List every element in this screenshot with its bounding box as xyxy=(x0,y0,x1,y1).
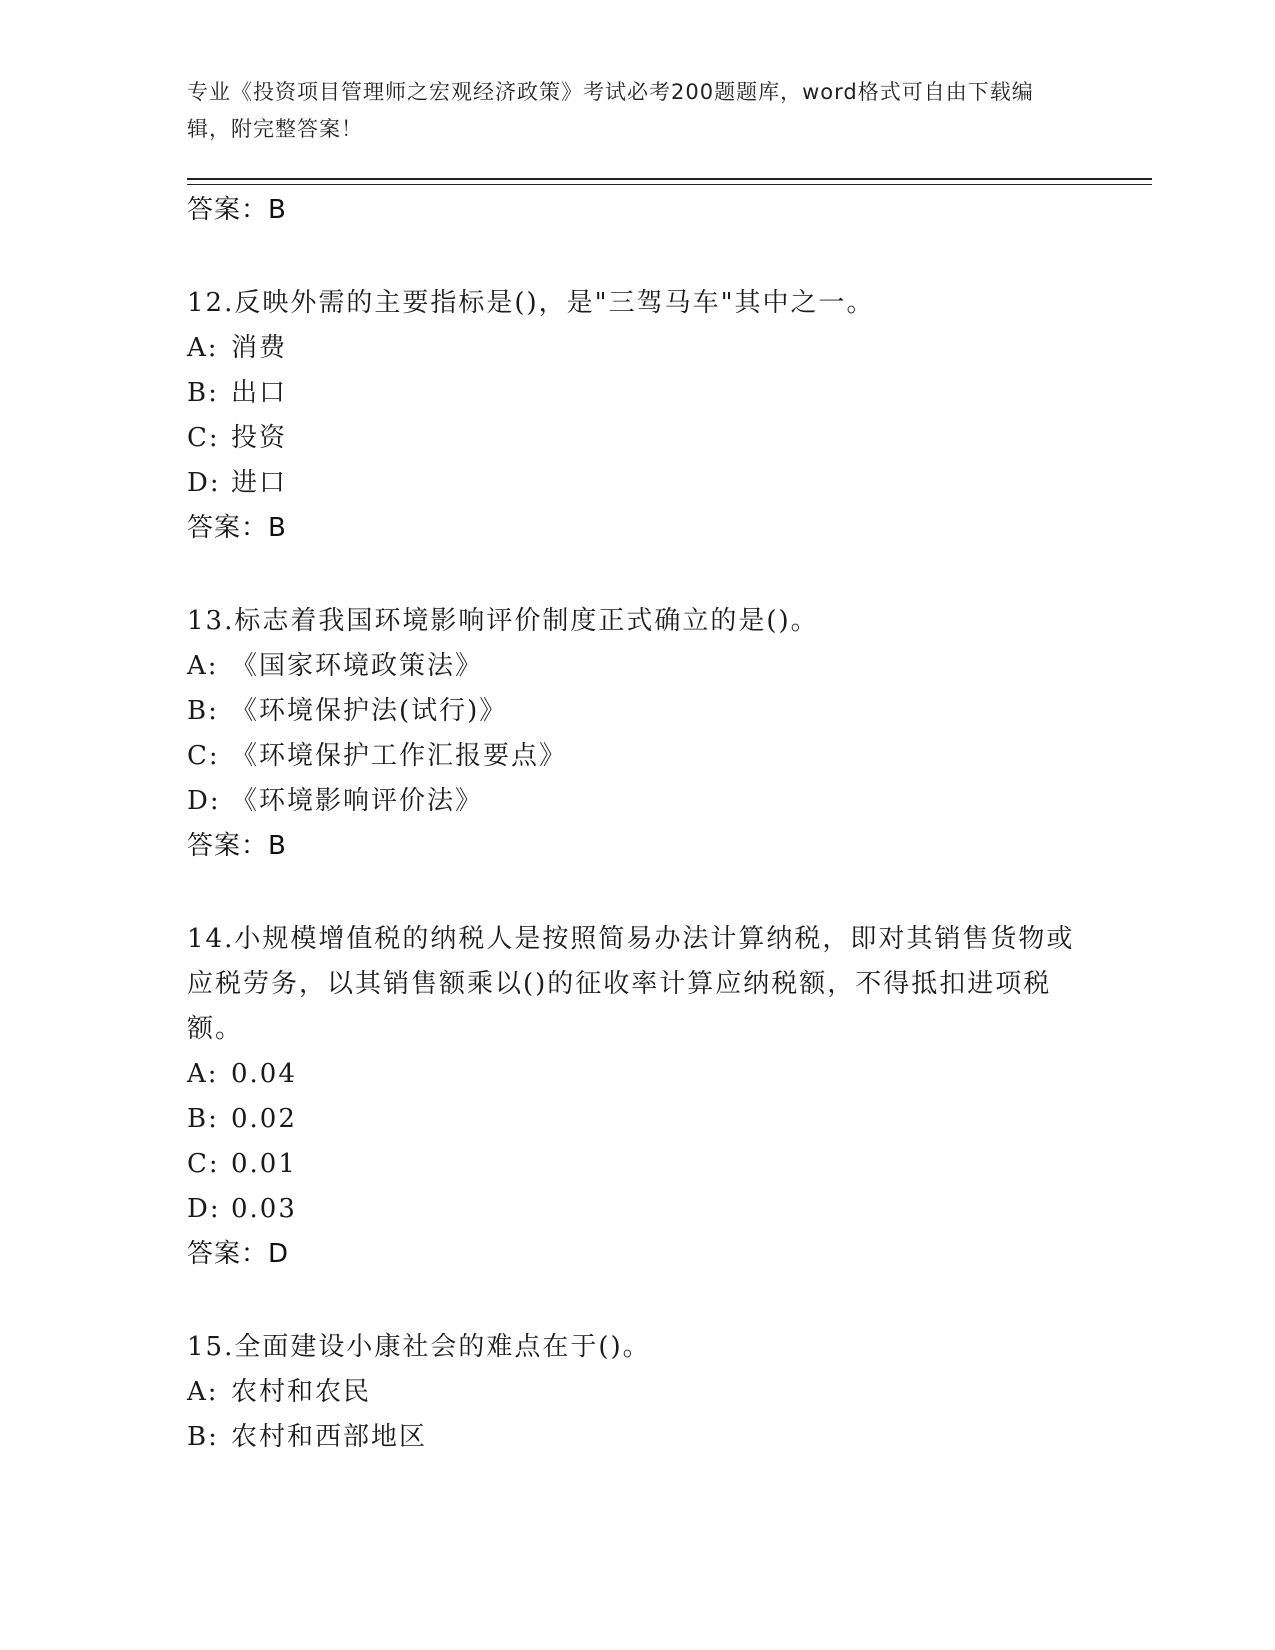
option-key: A: xyxy=(187,1059,219,1089)
option-text: 0.03 xyxy=(231,1194,297,1224)
page-header: 专业《投资项目管理师之宏观经济政策》考试必考200题题库，word格式可自由下载编辑，附完整答案！ xyxy=(187,80,1034,141)
option-d xyxy=(187,461,1087,506)
answer-line: 答案：B xyxy=(187,831,287,861)
option-text: 《国家环境政策法》 xyxy=(231,651,484,681)
question-block xyxy=(187,1325,1087,1460)
option-b xyxy=(187,371,1087,416)
option-text: 出口 xyxy=(231,378,288,408)
option-text: 0.02 xyxy=(231,1104,297,1134)
question-block xyxy=(187,917,1087,1277)
option-key: A: xyxy=(187,1377,219,1407)
option-d xyxy=(187,779,1087,824)
option-key: C: xyxy=(187,423,220,453)
option-text: 《环境保护法(试行)》 xyxy=(231,696,508,726)
option-b xyxy=(187,1415,1087,1460)
header-divider xyxy=(187,178,1152,180)
option-d xyxy=(187,1187,1087,1232)
answer-line: 答案：B xyxy=(187,513,287,543)
option-key: B: xyxy=(187,1422,219,1452)
option-a xyxy=(187,326,1087,371)
option-a xyxy=(187,644,1087,689)
option-key: C: xyxy=(187,1149,220,1179)
option-a xyxy=(187,1052,1087,1097)
option-b xyxy=(187,689,1087,734)
option-key: A: xyxy=(187,333,219,363)
option-key: D: xyxy=(187,786,221,816)
option-c xyxy=(187,1142,1087,1187)
option-text: 进口 xyxy=(231,468,288,498)
option-key: B: xyxy=(187,696,219,726)
option-b xyxy=(187,1097,1087,1142)
question-text: 14.小规模增值税的纳税人是按照简易办法计算纳税，即对其销售货物或应税劳务，以其销售额乘以()的征收率计算应纳税额，不得抵扣进项税额。 xyxy=(187,924,1075,1044)
option-key: C: xyxy=(187,741,220,771)
option-key: D: xyxy=(187,1194,221,1224)
option-text: 《环境保护工作汇报要点》 xyxy=(231,741,568,771)
question-block xyxy=(187,281,1087,551)
option-c xyxy=(187,416,1087,461)
question-text: 13.标志着我国环境影响评价制度正式确立的是()。 xyxy=(187,606,819,636)
option-key: A: xyxy=(187,651,219,681)
option-c xyxy=(187,734,1087,779)
question-list xyxy=(187,188,1087,1460)
option-text: 农村和西部地区 xyxy=(231,1422,428,1452)
option-key: B: xyxy=(187,378,219,408)
option-text: 投资 xyxy=(231,423,288,453)
question-text: 15.全面建设小康社会的难点在于()。 xyxy=(187,1332,651,1362)
option-text: 消费 xyxy=(231,333,288,363)
option-a xyxy=(187,1370,1087,1415)
option-key: B: xyxy=(187,1104,219,1134)
answer-line: 答案：B xyxy=(187,195,287,225)
header-divider-thin xyxy=(187,184,1152,185)
option-text: 0.01 xyxy=(231,1149,297,1179)
answer-line: 答案：D xyxy=(187,1239,290,1269)
option-text: 0.04 xyxy=(231,1059,297,1089)
option-text: 《环境影响评价法》 xyxy=(231,786,484,816)
option-text: 农村和农民 xyxy=(231,1377,372,1407)
option-key: D: xyxy=(187,468,221,498)
question-block xyxy=(187,599,1087,869)
question-text: 12.反映外需的主要指标是()，是"三驾马车"其中之一。 xyxy=(187,288,875,318)
